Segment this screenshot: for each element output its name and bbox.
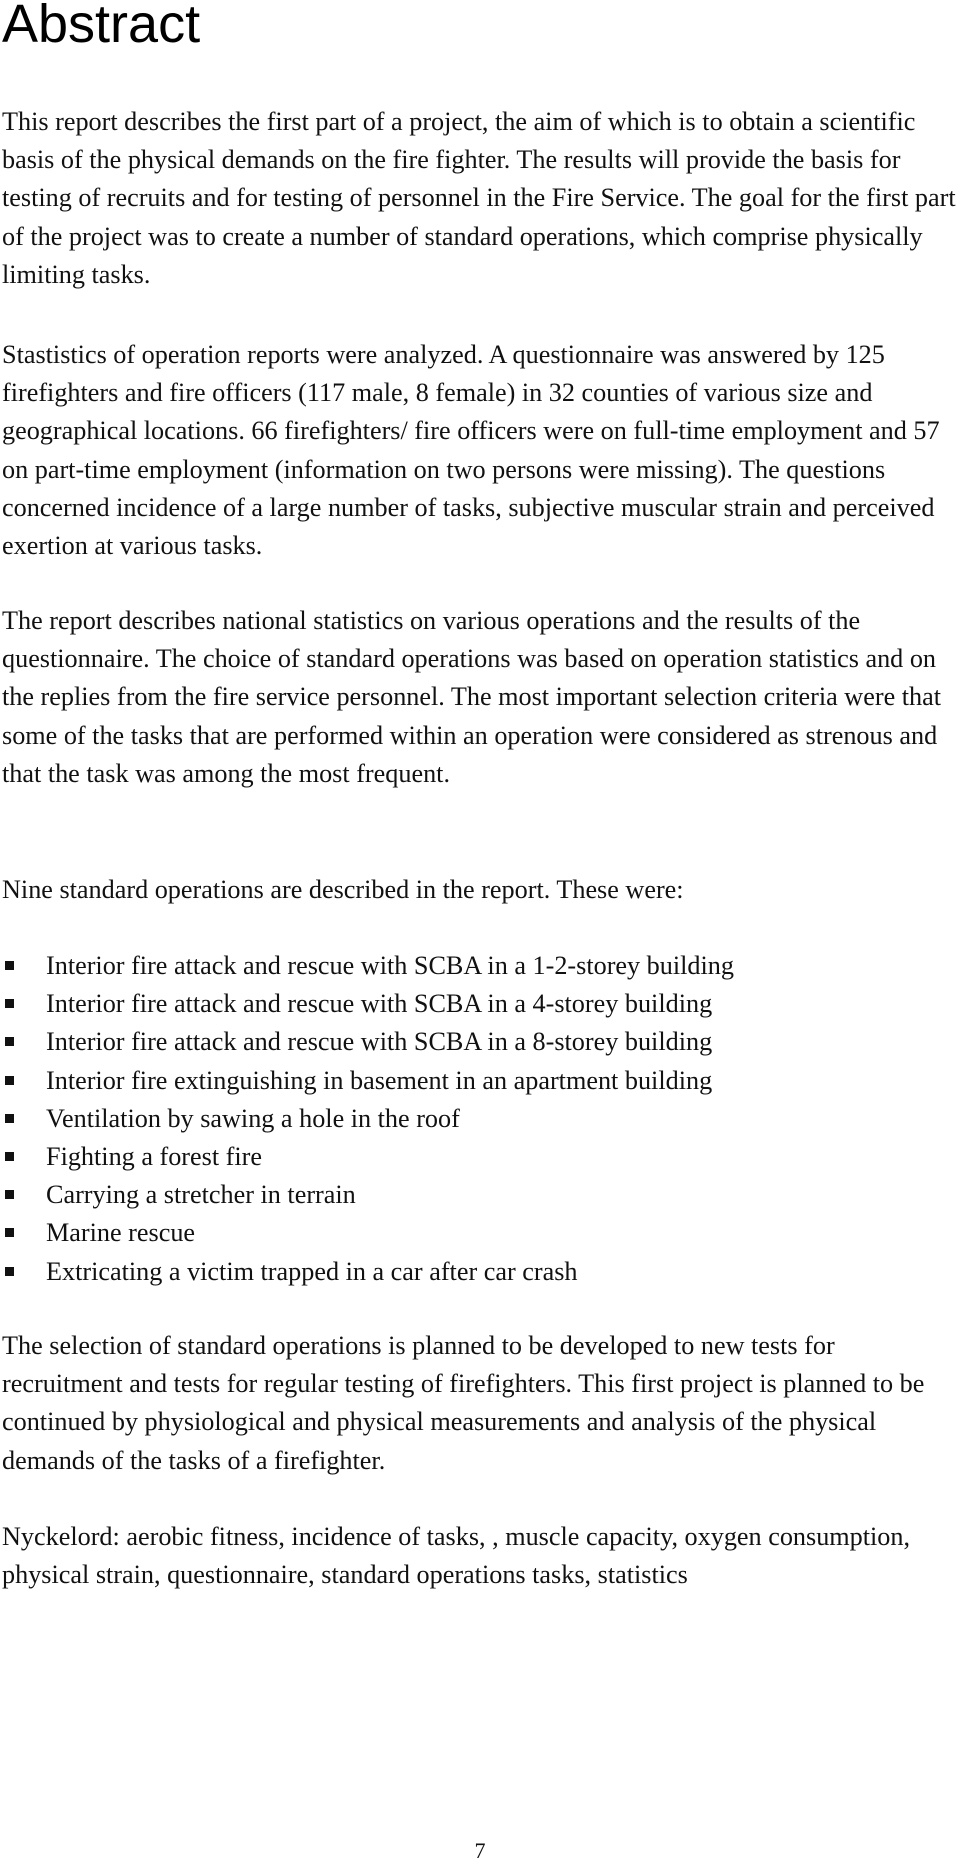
abstract-paragraph-purpose: This report describes the first part of a project, the aim of which is to obtain a scientific basis of the physical demands on the fire fighter. The results will provide the basis for testing of recruits and for testing of personnel in the Fire Service. The goal for the first part of the project was to create a number of standard operations, which comprise physically limiting tasks. <box>2 107 956 289</box>
list-item <box>0 1023 958 1061</box>
square-bullet-icon <box>5 999 14 1008</box>
list-item <box>0 1176 958 1214</box>
list-item <box>0 1253 958 1291</box>
list-item-text: Interior fire attack and rescue with SCBA in a 8-storey building <box>46 1027 713 1057</box>
list-item-text: Interior fire attack and rescue with SCBA in a 1-2-storey building <box>46 951 734 980</box>
list-item <box>0 1214 958 1252</box>
list-item-text: Marine rescue <box>46 1218 196 1248</box>
square-bullet-icon <box>5 1190 14 1199</box>
list-item-text: Interior fire attack and rescue with SCBA in a 4-storey building <box>46 989 713 1019</box>
list-item-text: Fighting a forest fire <box>46 1142 262 1172</box>
square-bullet-icon <box>5 1076 14 1085</box>
list-item <box>0 947 958 985</box>
square-bullet-icon <box>5 1152 14 1161</box>
list-item <box>0 1138 958 1176</box>
square-bullet-icon <box>5 1267 14 1276</box>
page-number: 7 <box>474 1838 486 1863</box>
square-bullet-icon <box>5 961 14 970</box>
standard-operations-list <box>0 947 958 1291</box>
list-item <box>0 1100 958 1138</box>
keywords-paragraph: Nyckelord: aerobic fitness, incidence of tasks, , muscle capacity, oxygen consumption, physical strain, questionnaire, standard operations tasks, statistics <box>2 1522 911 1590</box>
list-item-text: Interior fire extinguishing in basement in an apartment building <box>46 1065 713 1095</box>
list-item <box>0 1062 958 1100</box>
page-title: Abstract <box>2 0 201 54</box>
list-item <box>0 985 958 1023</box>
abstract-paragraph-methods: Stastistics of operation reports were analyzed. A questionnaire was answered by 125 firefighters and fire officers (117 male, 8 female) in 32 counties of various size and geographical locations. 66 firefighters/ fire officers were on full-time employment and 57 on part-time employment (information on two persons were missing). The questions concerned incidence of a large number of tasks, subjective muscular strain and perceived exertion at various tasks. <box>2 340 940 561</box>
list-item-text: Carrying a stretcher in terrain <box>46 1180 356 1210</box>
abstract-paragraph-selection: The report describes national statistics on various operations and the results of the questionnaire. The choice of standard operations was based on operation statistics and on the replies from the fire service personnel. The most important selection criteria were that some of the tasks that are performed within an operation were considered as strenous and that the task was among the most frequent. <box>2 606 942 788</box>
abstract-paragraph-list-intro: Nine standard operations are described in the report. These were: <box>2 875 684 904</box>
list-item-text: Extricating a victim trapped in a car after car crash <box>46 1256 578 1286</box>
square-bullet-icon <box>5 1037 14 1046</box>
list-item-text: Ventilation by sawing a hole in the roof <box>46 1103 460 1133</box>
square-bullet-icon <box>5 1228 14 1237</box>
square-bullet-icon <box>5 1114 14 1123</box>
abstract-paragraph-future-work: The selection of standard operations is planned to be developed to new tests for recruitment and tests for regular testing of firefighters. This first project is planned to be continued by physiological and physical measurements and analysis of the physical demands of the tasks of a firefighter. <box>2 1331 925 1475</box>
